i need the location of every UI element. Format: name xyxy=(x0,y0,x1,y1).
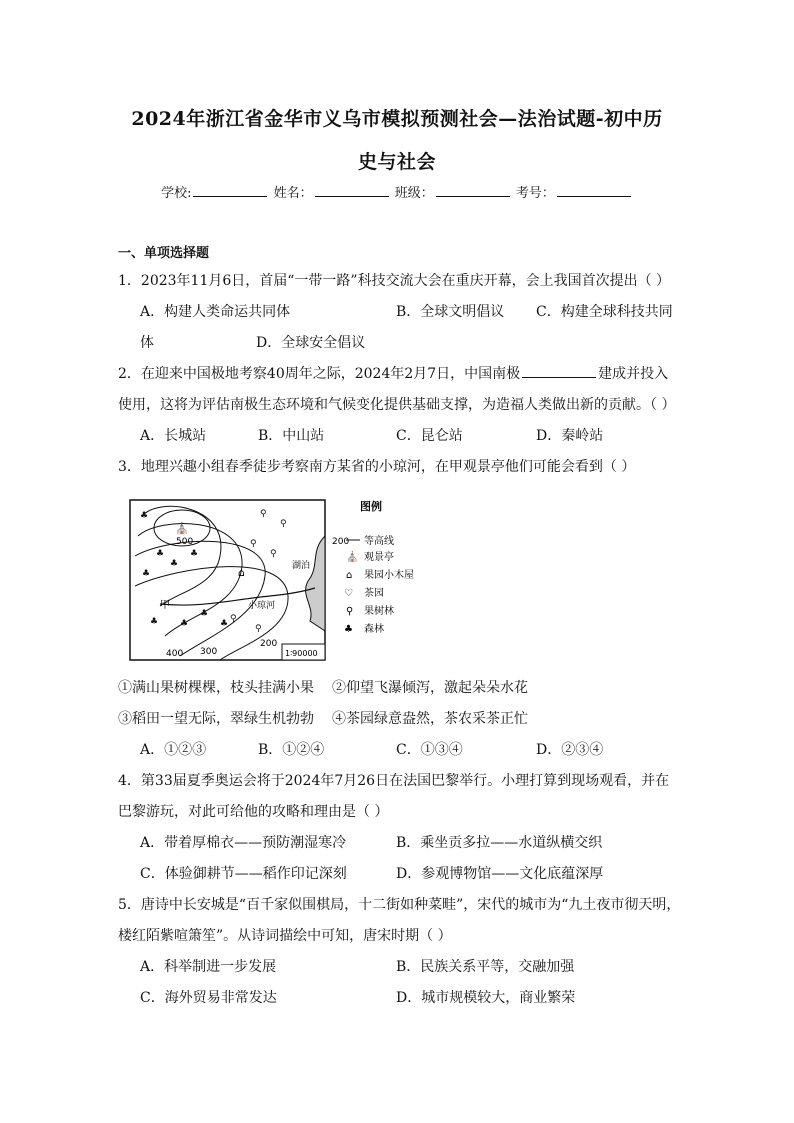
scale-label: 1∶90000 xyxy=(285,649,318,658)
q3-stem: 3．地理兴趣小组春季徒步考察南方某省的小琼河，在甲观景亭他们可能会看到（ ） xyxy=(118,459,636,475)
school-blank xyxy=(193,184,267,197)
legend-item-forest: 森林 xyxy=(364,624,384,635)
contour-400: 400 xyxy=(166,649,184,659)
q2-option-a: A．长城站 xyxy=(140,428,207,444)
legend-pavilion-icon: ⛪ xyxy=(346,552,359,563)
legend-item-orchard: 果树林 xyxy=(364,606,394,617)
q2-stem-line2: 使用，这将为评估南极生态环境和气候变化提供基础支撑，为造福人类做出新的贡献。（ ） xyxy=(118,397,676,413)
contour-300: 300 xyxy=(200,647,218,657)
pavilion-jia-label: 甲 xyxy=(160,600,170,611)
svg-text:♣: ♣ xyxy=(140,511,149,521)
svg-text:⚲: ⚲ xyxy=(230,614,237,624)
svg-text:⚲: ⚲ xyxy=(260,509,267,519)
q2-answer-blank xyxy=(522,365,596,378)
q4-stem: 4．第33届夏季奥运会将于2024年7月26日在法国巴黎举行。小理打算到现场观看，并在 xyxy=(118,773,670,789)
q3-statement-2: ②仰望飞瀑倾泻，激起朵朵水花 xyxy=(332,680,528,696)
q1-option-c-cont: 体 xyxy=(140,335,154,351)
q1-option-c: C．构建全球科技共同 xyxy=(536,304,673,320)
class-blank xyxy=(436,184,510,197)
q5-stem: 5．唐诗中长安城是“百千家似围棋局，十二街如种菜畦”，宋代的城市为“九土夜市彻天明， xyxy=(118,897,681,913)
pavilion-icon: ⛪ xyxy=(175,522,189,535)
svg-text:⚲: ⚲ xyxy=(270,549,277,559)
q5-option-b: B．民族关系平等，交融加强 xyxy=(396,959,575,975)
class-label: 班级： xyxy=(394,186,434,201)
q1-option-b: B．全球文明倡议 xyxy=(396,304,505,320)
q2-stem-b: 建成并投入 xyxy=(598,366,669,382)
svg-text:♣: ♣ xyxy=(190,549,199,559)
number-label: 考号： xyxy=(515,186,555,201)
q5-option-c: C．海外贸易非常发达 xyxy=(140,990,277,1006)
legend-item-cabin: 果园小木屋 xyxy=(364,570,414,581)
svg-text:♣: ♣ xyxy=(142,569,151,579)
river-label: 小琼河 xyxy=(248,601,276,611)
q3-statement-1: ①满山果树棵棵，枝头挂满小果 xyxy=(118,680,314,696)
legend-forest-icon: ♣ xyxy=(344,624,353,635)
doc-title-line1: 2024年浙江省金华市义乌市模拟预测社会—法治试题-初中历 xyxy=(131,108,663,130)
cabin-icon: ⌂ xyxy=(238,566,245,579)
q3-statement-4: ④茶园绿意盎然，茶农采茶正忙 xyxy=(332,711,528,727)
q5-option-d: D．城市规模较大，商业繁荣 xyxy=(396,990,576,1006)
q3-contour-map xyxy=(120,496,435,664)
contour-200: 200 xyxy=(260,639,278,649)
svg-text:♣: ♣ xyxy=(200,609,209,619)
lake-label: 湖泊 xyxy=(292,561,311,571)
q1-option-a: A．构建人类命运共同体 xyxy=(140,304,291,320)
legend-contour-number: 200 xyxy=(332,537,350,547)
q2-stem xyxy=(118,363,668,383)
q4-option-a: A．带着厚棉衣——预防潮湿寒冷 xyxy=(140,835,347,851)
svg-text:⚲: ⚲ xyxy=(250,539,257,549)
section-heading: 一、单项选择题 xyxy=(118,246,210,261)
svg-text:♣: ♣ xyxy=(156,549,165,559)
contour-500: 500 xyxy=(176,537,194,547)
legend-orchard-icon: ⚲ xyxy=(346,606,354,617)
q2-option-c: C．昆仑站 xyxy=(396,428,463,444)
svg-text:⚲: ⚲ xyxy=(255,624,262,634)
q2-stem-a: 2．在迎来中国极地考察40周年之际，2024年2月7日，中国南极 xyxy=(118,366,521,382)
legend-item-pavilion: 观景亭 xyxy=(364,552,394,563)
name-blank xyxy=(315,184,389,197)
legend-item-tea: 茶园 xyxy=(364,588,384,599)
doc-title-line2: 史与社会 xyxy=(357,151,436,173)
q4-stem-line2: 巴黎游玩，对此可给他的攻略和理由是（ ） xyxy=(118,804,389,820)
lake-shape xyxy=(306,536,325,631)
river-line xyxy=(160,588,315,605)
q3-option-c: C．①③④ xyxy=(396,742,463,758)
svg-text:♣: ♣ xyxy=(170,559,179,569)
q2-option-b: B．中山站 xyxy=(258,428,325,444)
q3-statement-3: ③稻田一望无际，翠绿生机勃勃 xyxy=(118,711,314,727)
legend-title: 图例 xyxy=(360,500,382,513)
q2-option-d: D．秦岭站 xyxy=(536,428,604,444)
svg-text:♣: ♣ xyxy=(180,619,189,629)
svg-text:⚲: ⚲ xyxy=(280,519,287,529)
q1-stem: 1．2023年11月6日，首届“一带一路”科技交流大会在重庆开幕，会上我国首次提出（ ） xyxy=(118,273,671,289)
q3-option-b: B．①②④ xyxy=(258,742,325,758)
q4-option-b: B．乘坐贡多拉——水道纵横交织 xyxy=(396,835,603,851)
q5-stem-line2: 楼红陌紫喧箫笙”。从诗词描绘中可知，唐宋时期（ ） xyxy=(118,928,452,944)
q3-option-d: D．②③④ xyxy=(536,742,604,758)
q4-option-d: D．参观博物馆——文化底蕴深厚 xyxy=(396,866,604,882)
q1-option-d: D．全球安全倡议 xyxy=(256,335,366,351)
svg-text:♣: ♣ xyxy=(150,617,159,627)
q4-option-c: C．体验御耕节——稻作印记深刻 xyxy=(140,866,347,882)
svg-text:♣: ♣ xyxy=(220,619,229,629)
legend-tea-icon: ♡ xyxy=(344,588,353,599)
school-label: 学校: xyxy=(161,186,192,201)
q5-option-a: A．科举制进一步发展 xyxy=(140,959,277,975)
number-blank xyxy=(557,184,631,197)
name-label: 姓名： xyxy=(273,186,313,201)
student-info-row xyxy=(0,182,794,201)
q3-option-a: A．①②③ xyxy=(140,742,207,758)
legend-cabin-icon: ⌂ xyxy=(346,570,353,581)
legend-item-contour: 等高线 xyxy=(364,536,394,547)
